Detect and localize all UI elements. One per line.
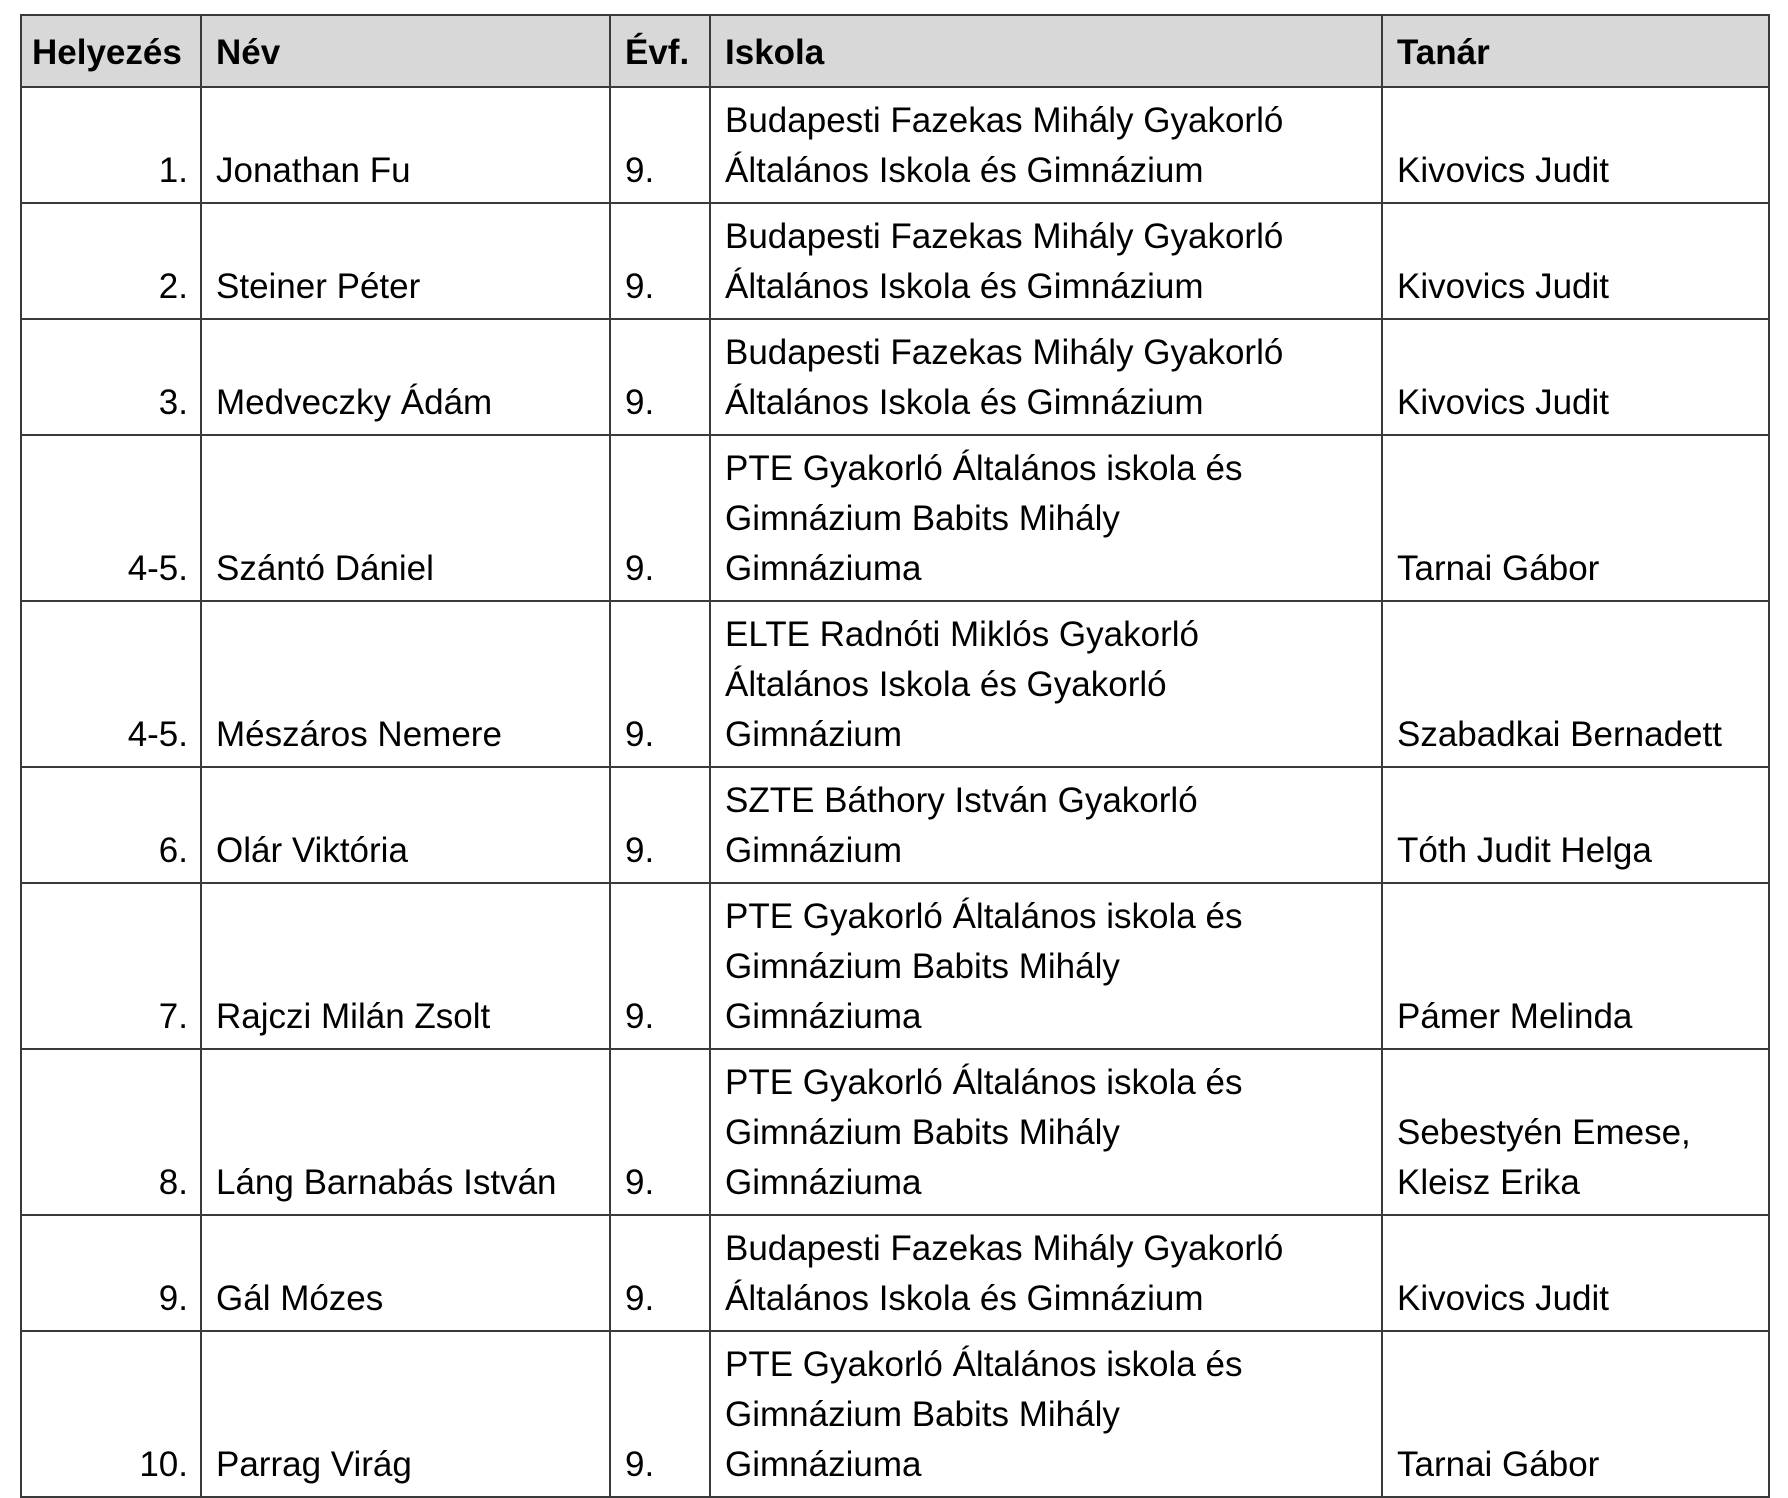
table-row [21,1331,1769,1497]
grade-cell: 9. [610,203,710,319]
teacher-line: Kivovics Judit [1397,1279,1610,1318]
table-row [21,203,1769,319]
school-line: Gimnázium Babits Mihály [725,1395,1120,1434]
table-header [21,15,1769,87]
school-line: Gimnáziuma [725,1163,922,1202]
teacher-cell [1382,1215,1769,1331]
teacher-cell [1382,87,1769,203]
teacher-line: Szabadkai Bernadett [1397,715,1722,754]
school-line: Gimnázium Babits Mihály [725,1113,1120,1152]
school-cell [710,87,1382,203]
rank-cell: 4-5. [21,435,201,601]
school-line: Budapesti Fazekas Mihály Gyakorló [725,101,1284,140]
school-cell [710,1331,1382,1497]
school-line: Gimnáziuma [725,997,922,1036]
name-cell: Rajczi Milán Zsolt [201,883,610,1049]
teacher-cell [1382,601,1769,767]
header-row [21,15,1769,87]
name-cell: Jonathan Fu [201,87,610,203]
name-cell: Gál Mózes [201,1215,610,1331]
grade-cell: 9. [610,601,710,767]
school-line: Általános Iskola és Gimnázium [725,151,1204,190]
school-line: Budapesti Fazekas Mihály Gyakorló [725,217,1284,256]
grade-cell: 9. [610,1215,710,1331]
rank-cell: 4-5. [21,601,201,767]
name-cell: Olár Viktória [201,767,610,883]
school-line: PTE Gyakorló Általános iskola és [725,449,1243,488]
header-grade: Évf. [610,15,710,87]
header-school: Iskola [710,15,1382,87]
table-row [21,1049,1769,1215]
school-line: Budapesti Fazekas Mihály Gyakorló [725,1229,1284,1268]
table-row [21,87,1769,203]
table-row [21,1215,1769,1331]
table-body [21,87,1769,1497]
header-teacher: Tanár [1382,15,1769,87]
table-row [21,601,1769,767]
school-cell [710,883,1382,1049]
name-cell: Szántó Dániel [201,435,610,601]
school-line: Budapesti Fazekas Mihály Gyakorló [725,333,1284,372]
school-line: Gimnázium Babits Mihály [725,499,1120,538]
rank-cell: 7. [21,883,201,1049]
teacher-line: Sebestyén Emese, [1397,1113,1691,1152]
school-line: PTE Gyakorló Általános iskola és [725,897,1243,936]
teacher-cell [1382,435,1769,601]
rank-cell: 8. [21,1049,201,1215]
rank-cell: 3. [21,319,201,435]
teacher-cell [1382,319,1769,435]
header-name: Név [201,15,610,87]
school-cell [710,1049,1382,1215]
results-table [20,14,1770,1498]
table-row [21,767,1769,883]
name-cell: Parrag Virág [201,1331,610,1497]
teacher-cell [1382,203,1769,319]
teacher-line: Kivovics Judit [1397,383,1610,422]
teacher-line: Kivovics Judit [1397,267,1610,306]
school-line: Gimnázium Babits Mihály [725,947,1120,986]
school-line: Gimnázium [725,715,902,754]
table-row [21,883,1769,1049]
school-cell [710,1215,1382,1331]
school-line: Gimnáziuma [725,549,922,588]
rank-cell: 2. [21,203,201,319]
school-cell [710,319,1382,435]
school-line: Általános Iskola és Gimnázium [725,267,1204,306]
school-line: Általános Iskola és Gyakorló [725,665,1167,704]
school-line: Gimnáziuma [725,1445,922,1484]
school-cell [710,767,1382,883]
school-cell [710,601,1382,767]
rank-cell: 6. [21,767,201,883]
teacher-line: Kivovics Judit [1397,151,1610,190]
grade-cell: 9. [610,319,710,435]
teacher-line: Kleisz Erika [1397,1163,1580,1202]
grade-cell: 9. [610,435,710,601]
teacher-line: Pámer Melinda [1397,997,1633,1036]
name-cell: Láng Barnabás István [201,1049,610,1215]
name-cell: Medveczky Ádám [201,319,610,435]
teacher-cell [1382,1049,1769,1215]
school-line: Gimnázium [725,831,902,870]
school-line: Általános Iskola és Gimnázium [725,1279,1204,1318]
header-rank: Helyezés [21,15,201,87]
table-row [21,435,1769,601]
teacher-line: Tarnai Gábor [1397,549,1600,588]
name-cell: Mészáros Nemere [201,601,610,767]
name-cell: Steiner Péter [201,203,610,319]
teacher-line: Tóth Judit Helga [1397,831,1652,870]
grade-cell: 9. [610,767,710,883]
grade-cell: 9. [610,883,710,1049]
grade-cell: 9. [610,1049,710,1215]
rank-cell: 1. [21,87,201,203]
school-cell [710,203,1382,319]
grade-cell: 9. [610,1331,710,1497]
school-line: SZTE Báthory István Gyakorló [725,781,1198,820]
school-cell [710,435,1382,601]
teacher-cell [1382,1331,1769,1497]
teacher-cell [1382,883,1769,1049]
rank-cell: 9. [21,1215,201,1331]
rank-cell: 10. [21,1331,201,1497]
school-line: ELTE Radnóti Miklós Gyakorló [725,615,1199,654]
grade-cell: 9. [610,87,710,203]
school-line: PTE Gyakorló Általános iskola és [725,1063,1243,1102]
school-line: Általános Iskola és Gimnázium [725,383,1204,422]
table-row [21,319,1769,435]
teacher-cell [1382,767,1769,883]
school-line: PTE Gyakorló Általános iskola és [725,1345,1243,1384]
teacher-line: Tarnai Gábor [1397,1445,1600,1484]
